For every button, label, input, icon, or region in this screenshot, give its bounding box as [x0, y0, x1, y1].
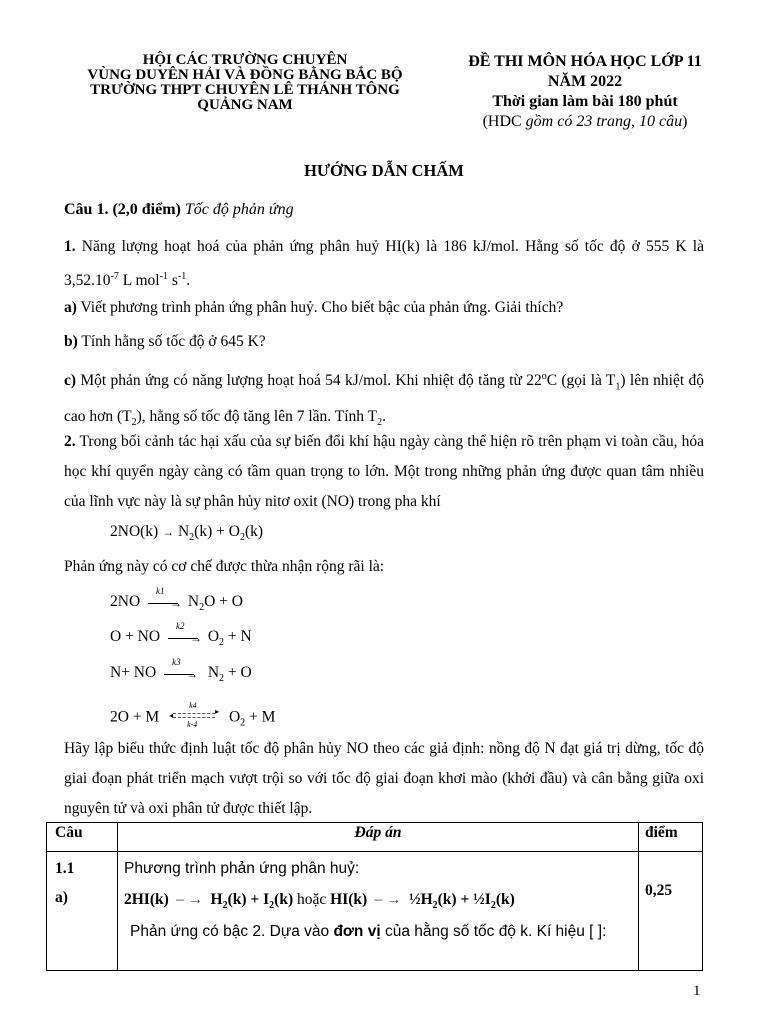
answer-line-3: Phản ứng có bậc 2. Dựa vào đơn vị của hằng số tốc độ k. Kí hiệu [ ]: [130, 923, 607, 941]
header-right [440, 52, 730, 132]
table-row [47, 852, 703, 971]
answer-line-1: Phương trình phản ứng phân huỷ: [124, 860, 360, 877]
exam-year: NĂM 2022 [547, 73, 623, 90]
overall-equation: $2NO(k) \to N_2(k) + O_2(k)$ [110, 523, 264, 544]
mechanism-step-3: N+ NO k3 → $N_2 + O$ [110, 657, 252, 685]
mechanism-step-4: 2O + M k4 ▸ ◂ k-4 $O_2 + M$ [110, 701, 276, 729]
header-dap-an: Đáp án [118, 823, 639, 852]
mechanism-intro: Phản ứng này có cơ chế được thừa nhận rộng rãi là: [64, 558, 385, 575]
answer-equation: 2HI(k) – → $H_2(k) + I_2(k)$ hoặc HI(k) – → $\frac{1}{2}H_2(k)$ + $\frac{1}{2}I_2(k)$ [124, 891, 515, 912]
arrow-icon: – → [374, 891, 402, 908]
arrow-icon: k2 → [168, 631, 200, 643]
question-1-heading: Câu 1. (2,0 điểm) Tốc độ phản ứng [64, 201, 294, 218]
task-text: Hãy lập biểu thức định luật tốc độ phân hủy NO theo các giả định: nồng độ N đạt giá trị dừng, tốc độ giai đoạn phát triển mạch vượt trội so với tốc độ giai đoạn khơi mào (khởi đầu) và cân bằng giữa oxi nguyên tử và oxi phân tử được thiết lập. [64, 740, 704, 817]
item-a: a) Viết phương trình phản ứng phân huỷ. Cho biết bậc của phản ứng. Giải thích? [64, 299, 564, 316]
exam-duration: Thời gian làm bài 180 phút [492, 93, 678, 110]
mechanism-step-1: 2NO k1 → $N_2O + O$ [110, 586, 243, 614]
item-c: c) Một phản ứng có năng lượng hoạt hoá 54 kJ/mol. Khi nhiệt độ tăng từ 22$^o$C (gọi là $T_1$) lên nhiệt độ cao hơn $(T_2)$, hằng số tốc độ tăng lên 7 lần. Tính $T_2$. [64, 371, 705, 429]
header-diem: điểm [639, 823, 703, 852]
score-cell: 0,25 [639, 852, 703, 971]
equilibrium-arrow-icon: k4 ▸ ◂ k-4 [169, 701, 220, 729]
doc-title: HƯỚNG DẪN CHẤM [304, 161, 464, 180]
mechanism-step-2: O + NO k2 → $O_2 + N$ [110, 621, 252, 649]
page-number: 1 [693, 983, 701, 999]
arrow-icon: k1 → [148, 596, 180, 608]
arrow-icon: k3 → [164, 667, 196, 679]
part-1-text: 1. Năng lượng hoạt hoá của phản ứng phân huỷ HI(k) là 186 kJ/mol. Hằng số tốc độ ở 555 K là $3,52.10^{-7}$ L mol$^{-1}$ $s^{-1}$. [64, 238, 704, 290]
org-line-1: HỘI CÁC TRƯỜNG CHUYÊN [142, 52, 348, 68]
answer-cell [118, 852, 639, 971]
org-line-2: VÙNG DUYÊN HẢI VÀ ĐỒNG BẰNG BẮC BỘ [87, 67, 403, 83]
item-b: b) Tính hằng số tốc độ ở 645 K? [64, 333, 266, 350]
header-cau: Câu [47, 823, 118, 852]
header-left [60, 53, 430, 113]
org-line-4: QUẢNG NAM [197, 97, 293, 113]
exam-title: ĐỀ THI MÔN HÓA HỌC LỚP 11 [468, 53, 702, 70]
arrow-icon: – → [176, 891, 204, 908]
part-2-text: 2. Trong bối cảnh tác hại xấu của sự biến đổi khí hậu ngày càng thể hiện rõ trên phạm vi toàn cầu, hóa học khí quyển ngày càng có tầm quan trọng to lớn. Một trong những phản ứng được quan tâm nhiều của lĩnh vực này là sự phân hủy nitơ oxit (NO) trong pha khí [64, 433, 704, 510]
answer-table [46, 822, 703, 971]
exam-note: (HDC gồm có 23 trang, 10 câu) [482, 113, 688, 130]
table-header-row [47, 823, 703, 852]
cau-cell: 1.1 a) [47, 852, 118, 971]
org-line-3: TRƯỜNG THPT CHUYÊN LÊ THÁNH TÔNG [90, 82, 400, 98]
